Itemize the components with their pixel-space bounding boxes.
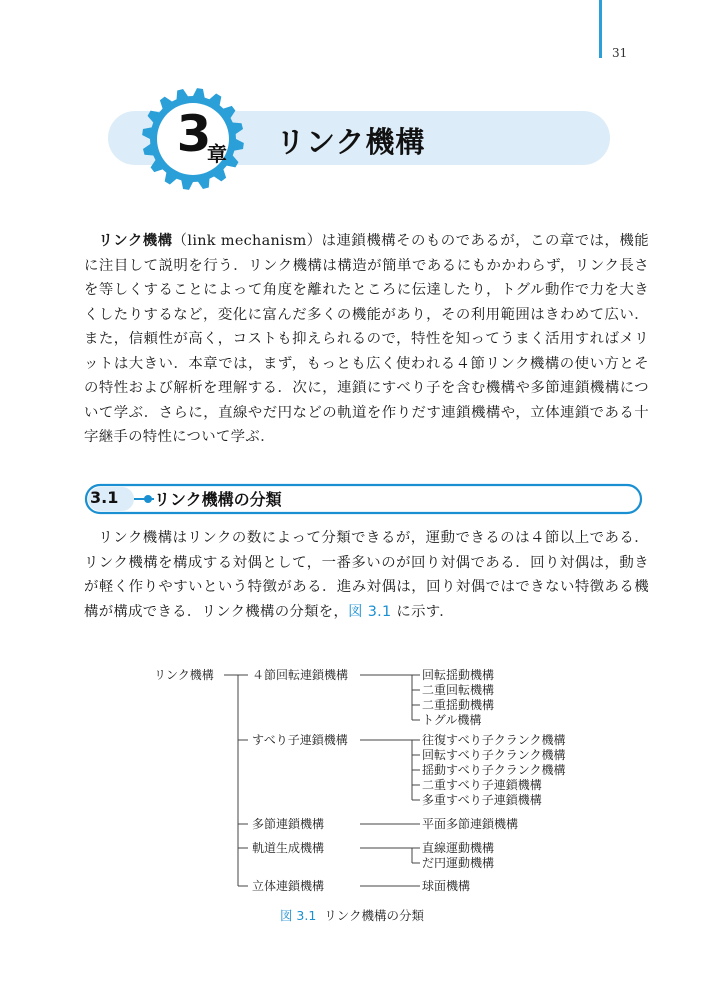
section-number: 3.1	[90, 488, 119, 507]
figure-caption	[0, 906, 704, 924]
diagram-item-label: 回転揺動機構	[422, 668, 495, 682]
diagram-item-label: だ円運動機構	[422, 856, 495, 870]
diagram-item-label: 多重すべり子連鎖機構	[422, 793, 542, 807]
diagram-item-label: 二重揺動機構	[422, 698, 495, 712]
chapter-kanji: 章	[207, 142, 227, 166]
diagram-branch-label: 多節連鎖機構	[252, 817, 325, 831]
intro-text: （link mechanism）は連鎖機構そのものであるが，この章では，機能に注目して説明を行う．リンク機構は構造が簡単であるにもかかわらず，リンク長さを等しくすることによって角度を離れたところに伝達したり，トグル動作で力を大きくしたりするなど，変化に富んだ多くの機能があり，その利用範囲はきわめて広い．また，信頼性が高く，コストも抑えられるので，特性を知ってうまく活用すればメリットは大きい．本章では，まず，もっとも広く使われる４節リンク機構の使い方とその特性および解析を理解する．次に，連鎖にすべり子を含む機構や多節連鎖機構について学ぶ．さらに，直線やだ円などの軌道を作りだす連鎖機構や，立体連鎖である十字継手の特性について学ぶ．	[84, 233, 649, 445]
diagram-item-label: 回転すべり子クランク機構	[422, 748, 566, 762]
intro-term: リンク機構	[98, 233, 173, 249]
chapter-number: 3	[176, 105, 212, 163]
caption-title: リンク機構の分類	[324, 908, 425, 923]
section-paragraph	[84, 526, 649, 624]
diagram-item-label: 二重すべり子連鎖機構	[422, 778, 542, 792]
diagram-root: リンク機構	[154, 668, 214, 682]
diagram-item-label: 往復すべり子クランク機構	[422, 733, 566, 747]
classification-diagram	[150, 660, 570, 900]
diagram-item-label: 平面多節連鎖機構	[422, 817, 519, 831]
diagram-branch-label: すべり子連鎖機構	[252, 733, 348, 747]
page-number: 31	[612, 46, 628, 60]
caption-number: 図 3.1	[279, 908, 317, 923]
figure-reference-link[interactable]: 図 3.1	[348, 603, 392, 620]
chapter-title: リンク機構	[276, 125, 426, 159]
diagram-branch-label: 軌道生成機構	[252, 841, 325, 855]
diagram-item-label: トグル機構	[422, 713, 482, 727]
diagram-item-label: 直線運動機構	[422, 841, 495, 855]
section-text-after: に示す．	[391, 603, 455, 620]
diagram-item-label: 球面機構	[422, 879, 471, 893]
page-edge-rule	[599, 0, 602, 58]
section-text-before: リンク機構はリンクの数によって分類できるが，運動できるのは４節以上である．リンク機構を構成する対偶として，一番多いのが回り対偶である．回り対偶は，動きが軽く作りやすいという特徴がある．進み対偶は，回り対偶ではできない特徴ある機構が構成できる．リンク機構の分類を，	[84, 530, 649, 620]
diagram-item-label: 二重回転機構	[422, 683, 495, 697]
section-title: リンク機構の分類	[154, 490, 282, 509]
intro-paragraph	[84, 229, 649, 450]
diagram-item-label: 揺動すべり子クランク機構	[422, 763, 566, 777]
diagram-branch-label: 立体連鎖機構	[252, 879, 325, 893]
diagram-branch-label: ４節回転連鎖機構	[252, 668, 349, 682]
